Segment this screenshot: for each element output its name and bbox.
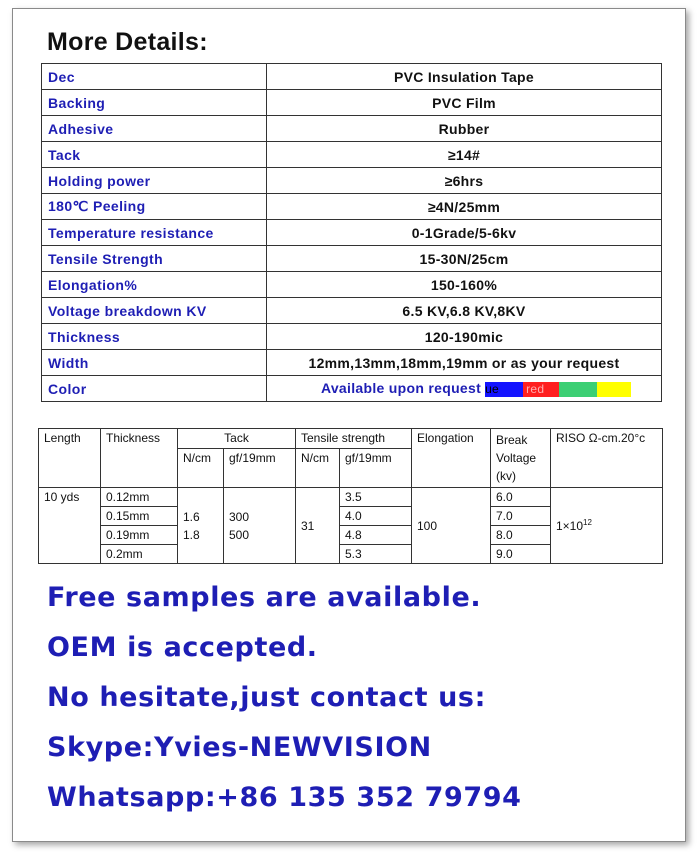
spec-row xyxy=(42,64,662,90)
spec-table xyxy=(41,63,662,402)
break-voltage-cell: 6.0 xyxy=(491,488,551,507)
spec-value: 12mm,13mm,18mm,19mm or as your request xyxy=(267,350,662,376)
spec-value: 6.5 KV,6.8 KV,8KV xyxy=(267,298,662,324)
tensile-gf-cell: 3.5 xyxy=(340,488,412,507)
spec-row xyxy=(42,116,662,142)
spec-label: Elongation% xyxy=(42,272,267,298)
color-swatch-green xyxy=(559,382,597,397)
spec-row xyxy=(42,350,662,376)
col-tack-ncm-header: N/cm xyxy=(178,448,224,487)
tack-ncm-cell xyxy=(178,488,224,564)
spec-row-color xyxy=(42,376,662,402)
spec-value: 0-1Grade/5-6kv xyxy=(267,220,662,246)
note-whatsapp: Whatsapp:+86 135 352 79794 xyxy=(47,782,522,813)
tensile-gf-cell: 4.0 xyxy=(340,507,412,526)
spec-row xyxy=(42,142,662,168)
spec-row xyxy=(42,324,662,350)
note-contact-us: No hesitate,just contact us: xyxy=(47,682,486,713)
dim-data-row xyxy=(39,488,663,507)
dimensions-table xyxy=(38,428,663,564)
tack-gf-value: 500 xyxy=(229,527,250,542)
spec-row xyxy=(42,220,662,246)
break-voltage-cell: 7.0 xyxy=(491,507,551,526)
spec-label: Temperature resistance xyxy=(42,220,267,246)
spec-value: ≥14# xyxy=(267,142,662,168)
spec-label: Dec xyxy=(42,64,267,90)
thickness-cell: 0.2mm xyxy=(101,545,178,564)
col-riso-header: RISO Ω-cm.20°c xyxy=(551,429,663,488)
contact-notes xyxy=(47,578,522,828)
tack-ncm-value: 1.6 xyxy=(183,509,200,524)
spec-row xyxy=(42,272,662,298)
dim-header-row xyxy=(39,429,663,449)
thickness-cell: 0.12mm xyxy=(101,488,178,507)
col-thickness-header: Thickness xyxy=(101,429,178,488)
spec-value: 15-30N/25cm xyxy=(267,246,662,272)
spec-value: ≥4N/25mm xyxy=(267,194,662,220)
riso-cell xyxy=(551,488,663,564)
spec-label: Adhesive xyxy=(42,116,267,142)
thickness-cell: 0.15mm xyxy=(101,507,178,526)
spec-value: PVC Film xyxy=(267,90,662,116)
riso-base: 1×10 xyxy=(556,519,584,533)
thickness-cell: 0.19mm xyxy=(101,526,178,545)
break-voltage-cell: 9.0 xyxy=(491,545,551,564)
spec-row xyxy=(42,194,662,220)
elongation-cell: 100 xyxy=(412,488,491,564)
color-swatch-red: red xyxy=(523,382,559,397)
spec-row xyxy=(42,298,662,324)
tack-gf-cell xyxy=(224,488,296,564)
col-tensile-header: Tensile strength xyxy=(296,429,412,449)
spec-label: Color xyxy=(42,376,267,402)
tensile-gf-cell: 5.3 xyxy=(340,545,412,564)
color-swatch-yellow xyxy=(597,382,631,397)
tensile-ncm-cell: 31 xyxy=(296,488,340,564)
col-tack-gf-header: gf/19mm xyxy=(224,448,296,487)
spec-label: Tensile Strength xyxy=(42,246,267,272)
col-tensile-gf-header: gf/19mm xyxy=(340,448,412,487)
tack-ncm-value: 1.8 xyxy=(183,527,200,542)
spec-value: ≥6hrs xyxy=(267,168,662,194)
col-tensile-ncm-header: N/cm xyxy=(296,448,340,487)
spec-value: PVC Insulation Tape xyxy=(267,64,662,90)
riso-exponent: 12 xyxy=(583,518,592,527)
col-tack-header: Tack xyxy=(178,429,296,449)
spec-label: Voltage breakdown KV xyxy=(42,298,267,324)
spec-row xyxy=(42,246,662,272)
spec-value-color xyxy=(267,376,662,402)
spec-value: 150-160% xyxy=(267,272,662,298)
break-voltage-cell: 8.0 xyxy=(491,526,551,545)
spec-label: Tack xyxy=(42,142,267,168)
tensile-gf-cell: 4.8 xyxy=(340,526,412,545)
length-cell: 10 yds xyxy=(39,488,101,564)
note-oem: OEM is accepted. xyxy=(47,632,318,663)
note-free-samples: Free samples are available. xyxy=(47,582,482,613)
spec-row xyxy=(42,168,662,194)
note-skype: Skype:Yvies-NEWVISION xyxy=(47,732,432,763)
col-break-voltage-header: Break Voltage (kv) xyxy=(491,429,551,488)
spec-label: Width xyxy=(42,350,267,376)
spec-label: Thickness xyxy=(42,324,267,350)
tack-gf-value: 300 xyxy=(229,509,250,524)
page-title: More Details: xyxy=(47,28,208,56)
spec-value: Rubber xyxy=(267,116,662,142)
spec-label: Holding power xyxy=(42,168,267,194)
color-availability-text: Available upon request xyxy=(320,380,482,397)
spec-table-body xyxy=(42,64,662,402)
spec-row xyxy=(42,90,662,116)
spec-label: Backing xyxy=(42,90,267,116)
col-elongation-header: Elongation xyxy=(412,429,491,488)
color-swatch-blue: ue xyxy=(485,382,523,397)
spec-label: 180℃ Peeling xyxy=(42,194,267,220)
col-length-header: Length xyxy=(39,429,101,488)
spec-value: 120-190mic xyxy=(267,324,662,350)
